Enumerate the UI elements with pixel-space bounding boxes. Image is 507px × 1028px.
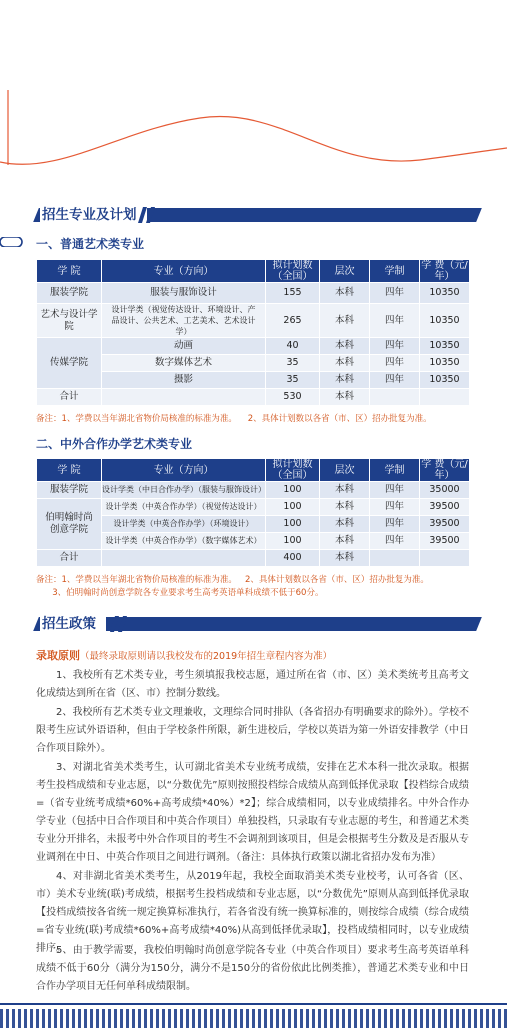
table-row — [37, 533, 470, 550]
cell-fee: 35000 — [420, 482, 470, 499]
cell-years: 四年 — [370, 338, 420, 355]
cell-major: 设计学类（中英合作办学）（环境设计） — [102, 516, 266, 533]
general-table-note: 备注：1、学费以当年湖北省物价局核准的标准为准。 2、具体计划数以各省（市、区）招办批复为准。 — [36, 414, 432, 424]
cell-plan: 100 — [266, 482, 320, 499]
cell-major: 服装与服饰设计 — [102, 283, 266, 304]
th-level: 层次 — [320, 260, 370, 283]
subtitle-general: 一、普通艺术类专业 — [36, 237, 145, 251]
cell-fee: 39500 — [420, 533, 470, 550]
cell-total-level: 本科 — [320, 550, 370, 567]
th-level: 层次 — [320, 459, 370, 482]
cell-total-label: 合计 — [37, 550, 102, 567]
cell-major: 设计学类（视觉传达设计、环境设计、产品设计、公共艺术、工艺美术、艺术设计学） — [102, 304, 266, 338]
cell-major: 数字媒体艺术 — [102, 355, 266, 372]
stripes-icon — [138, 207, 158, 223]
cell-years: 四年 — [370, 482, 420, 499]
cell-fee: 39500 — [420, 516, 470, 533]
cell-fee: 10350 — [420, 338, 470, 355]
cell-years: 四年 — [370, 304, 420, 338]
cell-plan: 40 — [266, 338, 320, 355]
coop-plan-table — [36, 458, 470, 567]
table-header-row — [37, 459, 470, 482]
cell-level: 本科 — [320, 283, 370, 304]
decorative-curves — [0, 0, 507, 200]
cell-major: 设计学类（中日合作办学）（服装与服饰设计） — [102, 482, 266, 499]
admission-rule-title: 录取原则 — [36, 649, 80, 662]
cell-level: 本科 — [320, 499, 370, 516]
cell-level: 本科 — [320, 304, 370, 338]
subtitle-marker-icon — [0, 237, 24, 247]
cell-years: 四年 — [370, 499, 420, 516]
cell-years: 四年 — [370, 355, 420, 372]
cell-total-label: 合计 — [37, 389, 102, 406]
table-total-row — [37, 389, 470, 406]
th-college: 学 院 — [37, 260, 102, 283]
cell-plan: 155 — [266, 283, 320, 304]
general-plan-table — [36, 259, 470, 406]
cell-college: 服装学院 — [37, 283, 102, 304]
th-years: 学制 — [370, 459, 420, 482]
table-row — [37, 283, 470, 304]
cell-fee: 10350 — [420, 283, 470, 304]
cell-fee: 10350 — [420, 304, 470, 338]
coop-table-note-1: 备注：1、学费以当年湖北省物价局核准的标准为准。 2、具体计划数以各省（市、区）招办批复为准。 — [36, 575, 429, 585]
cell-major: 动画 — [102, 338, 266, 355]
decorative-bottom-band — [0, 1003, 507, 1028]
cell-fee: 10350 — [420, 372, 470, 389]
cell-total-plan: 400 — [266, 550, 320, 567]
cell-plan: 100 — [266, 516, 320, 533]
cell-college: 传媒学院 — [37, 338, 102, 389]
table-row — [37, 304, 470, 338]
cell-plan: 100 — [266, 533, 320, 550]
policy-paragraph: 1、我校所有艺术类专业，考生须填报我校志愿，通过所在省（市、区）美术类统考且高考文化成绩达到所在省（区、市）控制分数线。 — [36, 670, 469, 699]
table-header-row — [37, 260, 470, 283]
table-row — [37, 338, 470, 355]
section-header-policy — [0, 614, 507, 634]
policy-paragraph: 2、我校所有艺术类专业文理兼收，文理综合同时排队（各省招办有明确要求的除外）。学校不限考生应试外语语种，但由于学校条件所限，新生进校后，学校以英语为第一外语安排教学（中日合作项目除外）。 — [36, 707, 469, 754]
cell-level: 本科 — [320, 338, 370, 355]
cell-level: 本科 — [320, 482, 370, 499]
th-major: 专业（方向） — [102, 459, 266, 482]
coop-table-note-2: 3、伯明翰时尚创意学院各专业要求考生高考英语单科成绩不低于60分。 — [36, 588, 324, 598]
section-title-plan: 招生专业及计划 — [40, 205, 147, 225]
table-row — [37, 516, 470, 533]
section-header-plan — [0, 205, 507, 225]
policy-paragraph: 4、对非湖北省美术类考生，从2019年起，我校全面取消美术类专业校考，认可各省（区、市）美术专业统(联)考成绩，根据考生投档成绩和专业志愿，以“分数优先”原则从高到低择优录取【投档成绩按各省统一规定换算标准执行，若各省没有统一换算标准的，则按综合成绩（综合成绩=省专业统(联)考成绩*60%+高考成绩*40%)从高到低择优录取】，投档成绩相同时，以专业成绩排序。 — [36, 871, 469, 954]
policy-paragraph: 5、由于教学需要，我校伯明翰时尚创意学院各专业（中英合作项目）要求考生高考英语单科成绩不低于60分（满分为150分，满分不是150分的省份依此比例类推），普通艺术类专业和中日合作办学项目无任何单科成绩限制。 — [36, 945, 469, 992]
cell-years: 四年 — [370, 533, 420, 550]
cell-total-plan: 530 — [266, 389, 320, 406]
admission-rule-heading — [36, 647, 332, 663]
section-title-policy: 招生政策 — [40, 614, 106, 634]
stripes-icon — [110, 616, 130, 632]
table-row — [37, 372, 470, 389]
cell-plan: 100 — [266, 499, 320, 516]
cell-level: 本科 — [320, 533, 370, 550]
cell-college: 艺术与设计学院 — [37, 304, 102, 338]
cell-fee: 39500 — [420, 499, 470, 516]
table-row — [37, 482, 470, 499]
cell-plan: 35 — [266, 372, 320, 389]
cell-college: 服装学院 — [37, 482, 102, 499]
cell-plan: 35 — [266, 355, 320, 372]
th-plan: 拟计划数（全国） — [266, 459, 320, 482]
th-major: 专业（方向） — [102, 260, 266, 283]
cell-years: 四年 — [370, 516, 420, 533]
cell-level: 本科 — [320, 516, 370, 533]
policy-paragraph: 3、对湖北省美术类考生，认可湖北省美术专业统考成绩，安排在艺术本科一批次录取。根据考生投档成绩和专业志愿，以“分数优先”原则按照投档综合成绩从高到低择优录取【投档综合成绩=（省专业统考成绩*60%+高考成绩*40%）*2】；综合成绩相同，以专业成绩排名。中外合作办学专业（包括中日合作项目和中英合作项目）单独投档，只录取有专业志愿的考生，和普通艺术类专业分开排名，未报考中外合作项目的考生不会调剂到该项目，但是会根据考生分数及是否服从专业调剂在中日、中英合作项目之间进行调剂。（备注：具体执行政策以湖北省招办发布为准） — [36, 762, 469, 863]
table-total-row — [37, 550, 470, 567]
cell-plan: 265 — [266, 304, 320, 338]
table-row — [37, 355, 470, 372]
cell-fee: 10350 — [420, 355, 470, 372]
th-college: 学 院 — [37, 459, 102, 482]
th-years: 学制 — [370, 260, 420, 283]
subtitle-coop: 二、中外合作办学艺术类专业 — [36, 437, 193, 451]
th-plan: 拟计划数（全国） — [266, 260, 320, 283]
cell-years: 四年 — [370, 283, 420, 304]
cell-years: 四年 — [370, 372, 420, 389]
cell-major: 设计学类（中英合作办学）（视觉传达设计） — [102, 499, 266, 516]
cell-total-level: 本科 — [320, 389, 370, 406]
th-fee: 学 费（元/年） — [421, 459, 468, 481]
cell-major: 摄影 — [102, 372, 266, 389]
cell-level: 本科 — [320, 355, 370, 372]
admission-rule-subtitle: （最终录取原则请以我校发布的2019年招生章程内容为准） — [80, 651, 333, 662]
th-fee: 学 费（元/年） — [421, 260, 468, 282]
cell-major: 设计学类（中英合作办学）（数字媒体艺术） — [102, 533, 266, 550]
cell-college: 伯明翰时尚创意学院 — [37, 499, 102, 550]
cell-level: 本科 — [320, 372, 370, 389]
table-row — [37, 499, 470, 516]
